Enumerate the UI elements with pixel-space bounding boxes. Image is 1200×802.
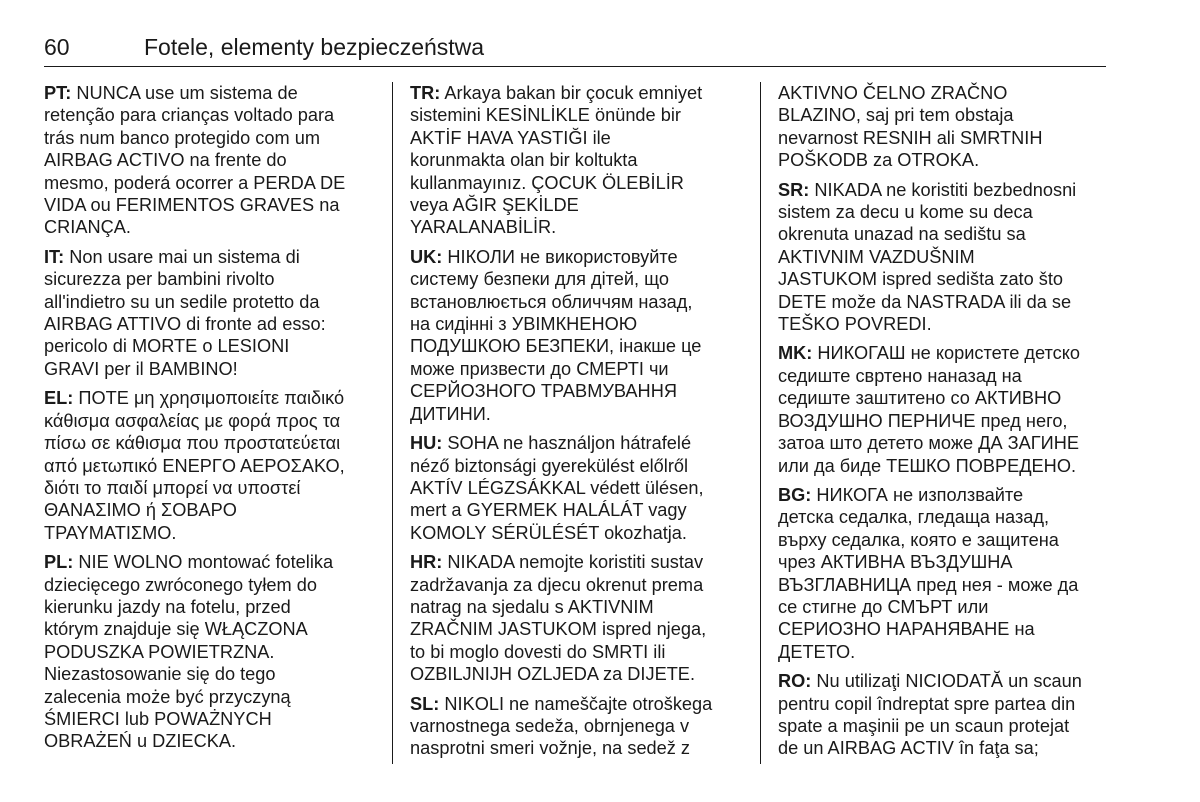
warning-text: NIKADA ne koristiti bezbednosni sistem za decu u kome su deca okrenuta unazad na sedištu sa AKTIVNIM VAZDUŠNIM JASTUKOM ispred sedišta zato što DETE može da NASTRADA ili da se TEŠKO POVREDI.	[778, 179, 1077, 335]
warning-paragraph	[44, 551, 384, 753]
warning-text: Nu utilizaţi NICIODATĂ un scaun pentru copil îndreptat spre partea din spate a maşinii pe un scaun protejat de un AIRBAG ACTIV în faţa sa;	[778, 671, 1082, 759]
warning-text: НІКОЛИ не використовуйте систему безпеки для дітей, що встановлюється обличчям назад, на сидінні з УВІМКНЕНОЮ ПОДУШКОЮ БЕЗПЕКИ, інакше це може призвести до СМЕРТІ чи СЕРЙОЗНОГО ТРАВМУВАННЯ ДИТИНИ.	[410, 246, 702, 424]
warning-text: NIKOLI ne nameščajte otroškega varnostnega sedeža, obrnjenega v nasprotni smeri vožnje, na sedež z	[410, 693, 713, 759]
page-header	[44, 30, 1106, 67]
language-code: TR:	[410, 83, 441, 103]
warning-paragraph	[410, 551, 750, 685]
warning-paragraph	[410, 693, 750, 760]
language-code: HR:	[410, 552, 443, 573]
warning-text: NIKADA nemojte koristiti sustav zadržavanja za djecu okrenut prema natrag na sjedalu s AKTIVNIM ZRAČNIM JASTUKOM ispred njega, to bi moglo dovesti do SMRTI ili OZBILJNIJH OZLJEDA za DIJETE.	[410, 552, 707, 685]
warning-paragraph	[778, 82, 1108, 172]
warning-paragraph	[44, 82, 384, 239]
language-code: RO:	[778, 671, 812, 692]
text-column-2	[410, 82, 750, 767]
language-code: BG:	[778, 484, 812, 505]
page-title: Fotele, elementy bezpieczeństwa	[144, 34, 485, 60]
warning-text: НИКОГА не използвайте детска седалка, гледаща назад, върху седалка, която е защитена чрез АКТИВНА ВЪЗДУШНА ВЪЗГЛАВНИЦА пред нея - може да се стигне до СМЪРТ или СЕРИОЗНО НАРАНЯВАНЕ на ДЕТЕТО.	[778, 484, 1079, 662]
warning-paragraph	[778, 670, 1108, 760]
language-code: PL:	[44, 552, 74, 573]
column-divider	[392, 82, 393, 764]
text-column-3	[778, 82, 1108, 767]
language-code: SR:	[778, 179, 810, 200]
warning-paragraph	[410, 246, 750, 425]
warning-paragraph	[778, 342, 1108, 476]
language-code: HU:	[410, 433, 443, 454]
warning-text: AKTIVNO ČELNO ZRAČNO BLAZINO, saj pri tem obstaja nevarnost RESNIH ali SMRTNIH POŠKODB za OTROKA.	[778, 83, 1043, 171]
warning-paragraph	[778, 179, 1108, 336]
warning-text: Arkaya bakan bir çocuk emniyet sistemini KESİNLİKLE önünde bir AKTİF HAVA YASTIĞI ile korunmakta olan bir koltukta kullanmayınız. ÇOCUK ÖLEBİLİR veya AĞIR ŞEKİLDE YARALANABİLİR.	[410, 83, 703, 238]
warning-paragraph	[44, 246, 384, 380]
language-code: MK:	[778, 343, 813, 364]
language-code: PT:	[44, 83, 72, 103]
warning-text: NUNCA use um sistema de retenção para crianças voltado para trás num banco protegido com um AIRBAG ACTIVO na frente do mesmo, poderá ocorrer a PERDA DE VIDA ou FERIMENTOS GRAVES na CRIANÇA.	[44, 83, 346, 238]
warning-text: Non usare mai un sistema di sicurezza per bambini rivolto all'indietro su un sedile protetto da AIRBAG ATTIVO di fronte ad esso: pericolo di MORTE o LESIONI GRAVI per il BAMBINO!	[44, 246, 326, 379]
text-column-1	[44, 82, 384, 760]
warning-paragraph	[778, 484, 1108, 663]
warning-text: ΠΟΤΕ μη χρησιμοποιείτε παιδικό κάθισμα ασφαλείας με φορά προς τα πίσω σε κάθισμα που προστατεύεται από μετωπικό ΕΝΕΡΓΟ ΑΕΡΟΣΑΚΟ, διότι το παιδί μπορεί να υποστεί ΘΑΝΑΣΙΜΟ ή ΣΟΒΑΡΟ ΤΡΑΥΜΑΤΙΣΜΟ.	[44, 388, 345, 543]
warning-paragraph	[44, 387, 384, 544]
warning-paragraph	[410, 432, 750, 544]
page-number: 60	[44, 34, 70, 60]
language-code: SL:	[410, 693, 440, 714]
language-code: UK:	[410, 246, 443, 267]
warning-paragraph	[410, 82, 750, 239]
language-code: IT:	[44, 246, 65, 267]
warning-text: NIE WOLNO montować fotelika dziecięcego zwróconego tyłem do kierunku jazdy na fotelu, przed którym znajduje się WŁĄCZONA PODUSZKA POWIETRZNA. Niezastosowanie się do tego zalecenia może być przyczyną ŚMIERCI lub POWAŻNYCH OBRAŻEŃ u DZIECKA.	[44, 552, 334, 752]
warning-text: НИКОГАШ не користете детско седиште свртено наназад на седиште заштитено со АКТИВНО ВОЗДУШНО ПЕРНИЧЕ пред него, затоа што детето може ДА ЗАГИНЕ или да биде ТЕШКО ПОВРЕДЕНО.	[778, 343, 1081, 476]
warning-text: SOHA ne használjon hátrafelé néző biztonsági gyerekülést előlről AKTÍV LÉGZSÁKKAL védett ülésen, mert a GYERMEK HALÁLÁT vagy KOMOLY SÉRÜLÉSÉT okozhatja.	[410, 433, 704, 543]
language-code: EL:	[44, 388, 74, 409]
column-divider	[760, 82, 761, 764]
